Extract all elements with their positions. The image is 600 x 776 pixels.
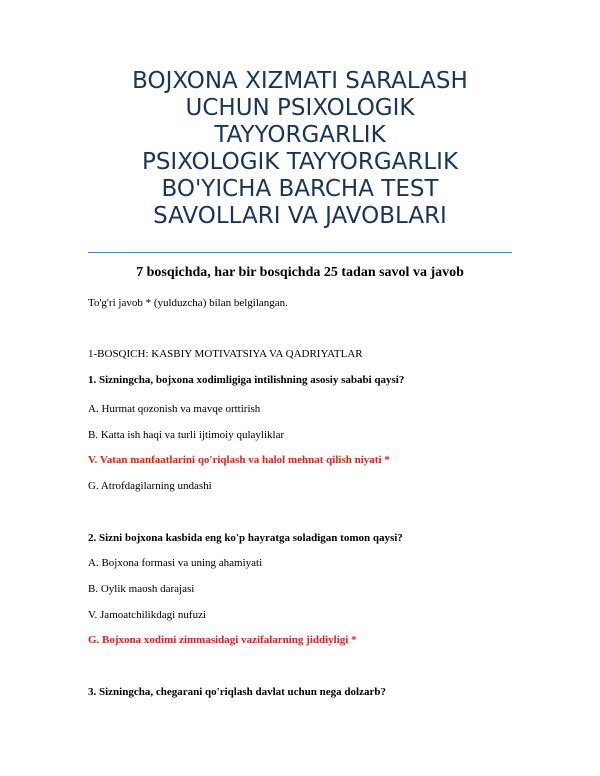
answer-key-note: To'g'ri javob * (yulduzcha) bilan belgilangan. bbox=[88, 297, 288, 309]
question-text: 3. Sizningcha, chegarani qo'riqlash davlat uchun nega dolzarb? bbox=[88, 686, 386, 698]
section-heading: 1-BOSQICH: KASBIY MOTIVATSIYA VA QADRIYATLAR bbox=[88, 348, 363, 360]
answer-option: A. Hurmat qozonish va mavqe orttirish bbox=[88, 403, 261, 415]
title-line: UCHUN PSIXOLOGIK bbox=[185, 95, 415, 121]
answer-option: A. Bojxona formasi va uning ahamiyati bbox=[88, 557, 263, 569]
title-divider bbox=[88, 252, 512, 253]
correct-answer-option: G. Bojxona xodimi zimmasidagi vazifalarning jiddiyligi * bbox=[88, 634, 357, 646]
title-line: TAYYORGARLIK bbox=[214, 122, 386, 148]
answer-option: B. Oylik maosh darajasi bbox=[88, 583, 195, 595]
title-line: PSIXOLOGIK TAYYORGARLIK bbox=[141, 149, 459, 175]
question-text: 2. Sizni bojxona kasbida eng ko'p hayratga soladigan tomon qaysi? bbox=[88, 532, 403, 544]
question-text: 1. Sizningcha, bojxona xodimligiga intilishning asosiy sababi qaysi? bbox=[88, 374, 405, 386]
title-line: BOJXONA XIZMATI SARALASH bbox=[132, 68, 468, 94]
document-title bbox=[88, 68, 512, 230]
title-line: BO'YICHA BARCHA TEST bbox=[161, 176, 439, 202]
correct-answer-option: V. Vatan manfaatlarini qo'riqlash va halol mehnat qilish niyati * bbox=[88, 454, 390, 466]
document-subtitle: 7 bosqichda, har bir bosqichda 25 tadan savol va javob bbox=[136, 265, 464, 280]
title-line: SAVOLLARI VA JAVOBLARI bbox=[153, 203, 447, 229]
answer-option: B. Katta ish haqi va turli ijtimoiy qulayliklar bbox=[88, 429, 285, 441]
answer-option: G. Atrofdagilarning undashi bbox=[88, 480, 212, 492]
answer-option: V. Jamoatchilikdagi nufuzi bbox=[88, 609, 207, 621]
